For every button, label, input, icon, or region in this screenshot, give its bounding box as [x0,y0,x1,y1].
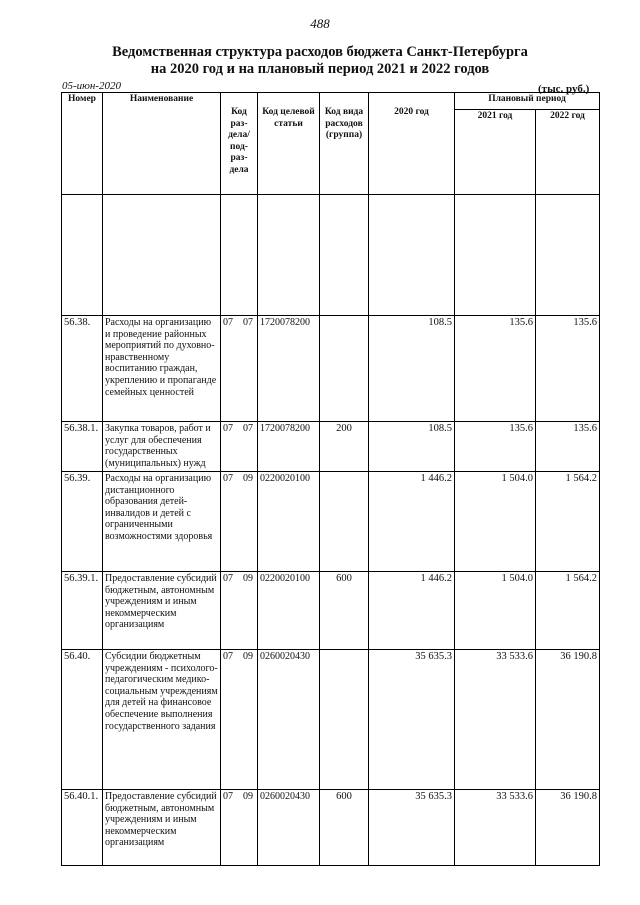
row-section-code [221,650,258,790]
table-row [62,472,600,572]
row-value-2021: 135.6 [455,316,536,422]
row-value-2020: 35 635.3 [369,650,455,790]
table-row [62,572,600,650]
podrazdel-code: 07 [243,317,253,328]
header-section [221,93,258,195]
header-expense-type-text: Код вида расходов (группа) [324,107,364,140]
podrazdel-code: 07 [243,423,253,434]
razdel-code: 07 [223,791,233,802]
units-label: (тыс. руб.) [538,83,590,95]
row-target-code: 0260020430 [258,790,320,866]
row-expense-type: 600 [320,790,369,866]
razdel-code: 07 [223,423,233,434]
row-number: 56.39.1. [62,572,103,650]
row-section-code [221,422,258,472]
row-name: Расходы на организацию дистанционного образования детей-инвалидов и детей с ограниченными возможностями здоровья [103,472,221,572]
row-value-2020: 1 446.2 [369,472,455,572]
row-expense-type [320,650,369,790]
row-value-2021: 135.6 [455,422,536,472]
row-value-2020: 1 446.2 [369,572,455,650]
row-value-2021: 33 533.6 [455,790,536,866]
row-value-2020: 35 635.3 [369,790,455,866]
row-name: Расходы на организацию и проведение районных мероприятий по духовно-нравственному воспитанию граждан, укреплению и пропаганде семейных ценностей [103,316,221,422]
header-name: Наименование [103,93,221,195]
table-row [62,790,600,866]
table-row [62,316,600,422]
header-2020-text: 2020 год [394,107,429,117]
row-section-code [221,790,258,866]
row-value-2022: 1 564.2 [536,572,600,650]
row-section-code [221,572,258,650]
row-name: Предоставление субсидий бюджетным, автономным учреждениям и иным некоммерческим организациям [103,572,221,650]
row-value-2021: 1 504.0 [455,472,536,572]
row-number: 56.40. [62,650,103,790]
row-number: 56.40.1. [62,790,103,866]
razdel-code: 07 [223,651,233,662]
row-target-code: 1720078200 [258,316,320,422]
row-name: Субсидии бюджетным учреждениям - психолого-педагогическим медико-социальным учреждениям для детей на финансовое обеспечение выполнения государственного задания [103,650,221,790]
row-expense-type: 200 [320,422,369,472]
page-number: 488 [310,16,330,31]
header-spacer-row [62,195,600,316]
document-date: 05-июн-2020 [62,80,122,92]
row-expense-type [320,316,369,422]
header-number: Номер [62,93,103,195]
header-expense-type [320,93,369,195]
header-section-text: Код раз- дела/ под- раз- дела [228,107,250,175]
row-value-2021: 1 504.0 [455,572,536,650]
row-value-2022: 1 564.2 [536,472,600,572]
row-section-code [221,472,258,572]
row-expense-type: 600 [320,572,369,650]
row-value-2022: 36 190.8 [536,790,600,866]
header-2022: 2022 год [536,110,600,195]
podrazdel-code: 09 [243,651,253,662]
row-name: Предоставление субсидий бюджетным, автономным учреждениям и иным некоммерческим организациям [103,790,221,866]
table-row [62,650,600,790]
document-title [0,44,640,78]
header-2021: 2021 год [455,110,536,195]
title-line-1: Ведомственная структура расходов бюджета Санкт-Петербурга [112,44,528,60]
podrazdel-code: 09 [243,473,253,484]
row-section-code [221,316,258,422]
row-target-code: 0220020100 [258,572,320,650]
row-target-code: 0220020100 [258,472,320,572]
title-line-2: на 2020 год и на плановый период 2021 и 2022 годов [150,61,490,77]
row-number: 56.38.1. [62,422,103,472]
razdel-code: 07 [223,573,233,584]
row-value-2020: 108.5 [369,316,455,422]
row-value-2022: 135.6 [536,316,600,422]
row-value-2022: 36 190.8 [536,650,600,790]
header-target [258,93,320,195]
row-number: 56.39. [62,472,103,572]
podrazdel-code: 09 [243,573,253,584]
row-expense-type [320,472,369,572]
table-row [62,422,600,472]
podrazdel-code: 09 [243,791,253,802]
header-planned-period: Плановый период [455,93,600,110]
budget-table [61,92,600,866]
row-name: Закупка товаров, работ и услуг для обеспечения государственных (муниципальных) нужд [103,422,221,472]
row-value-2022: 135.6 [536,422,600,472]
row-value-2020: 108.5 [369,422,455,472]
razdel-code: 07 [223,473,233,484]
row-value-2021: 33 533.6 [455,650,536,790]
header-2020 [369,93,455,195]
razdel-code: 07 [223,317,233,328]
header-target-text: Код целевой статьи [262,107,315,129]
row-target-code: 0260020430 [258,650,320,790]
row-target-code: 1720078200 [258,422,320,472]
row-number: 56.38. [62,316,103,422]
header-row-1 [62,93,600,110]
